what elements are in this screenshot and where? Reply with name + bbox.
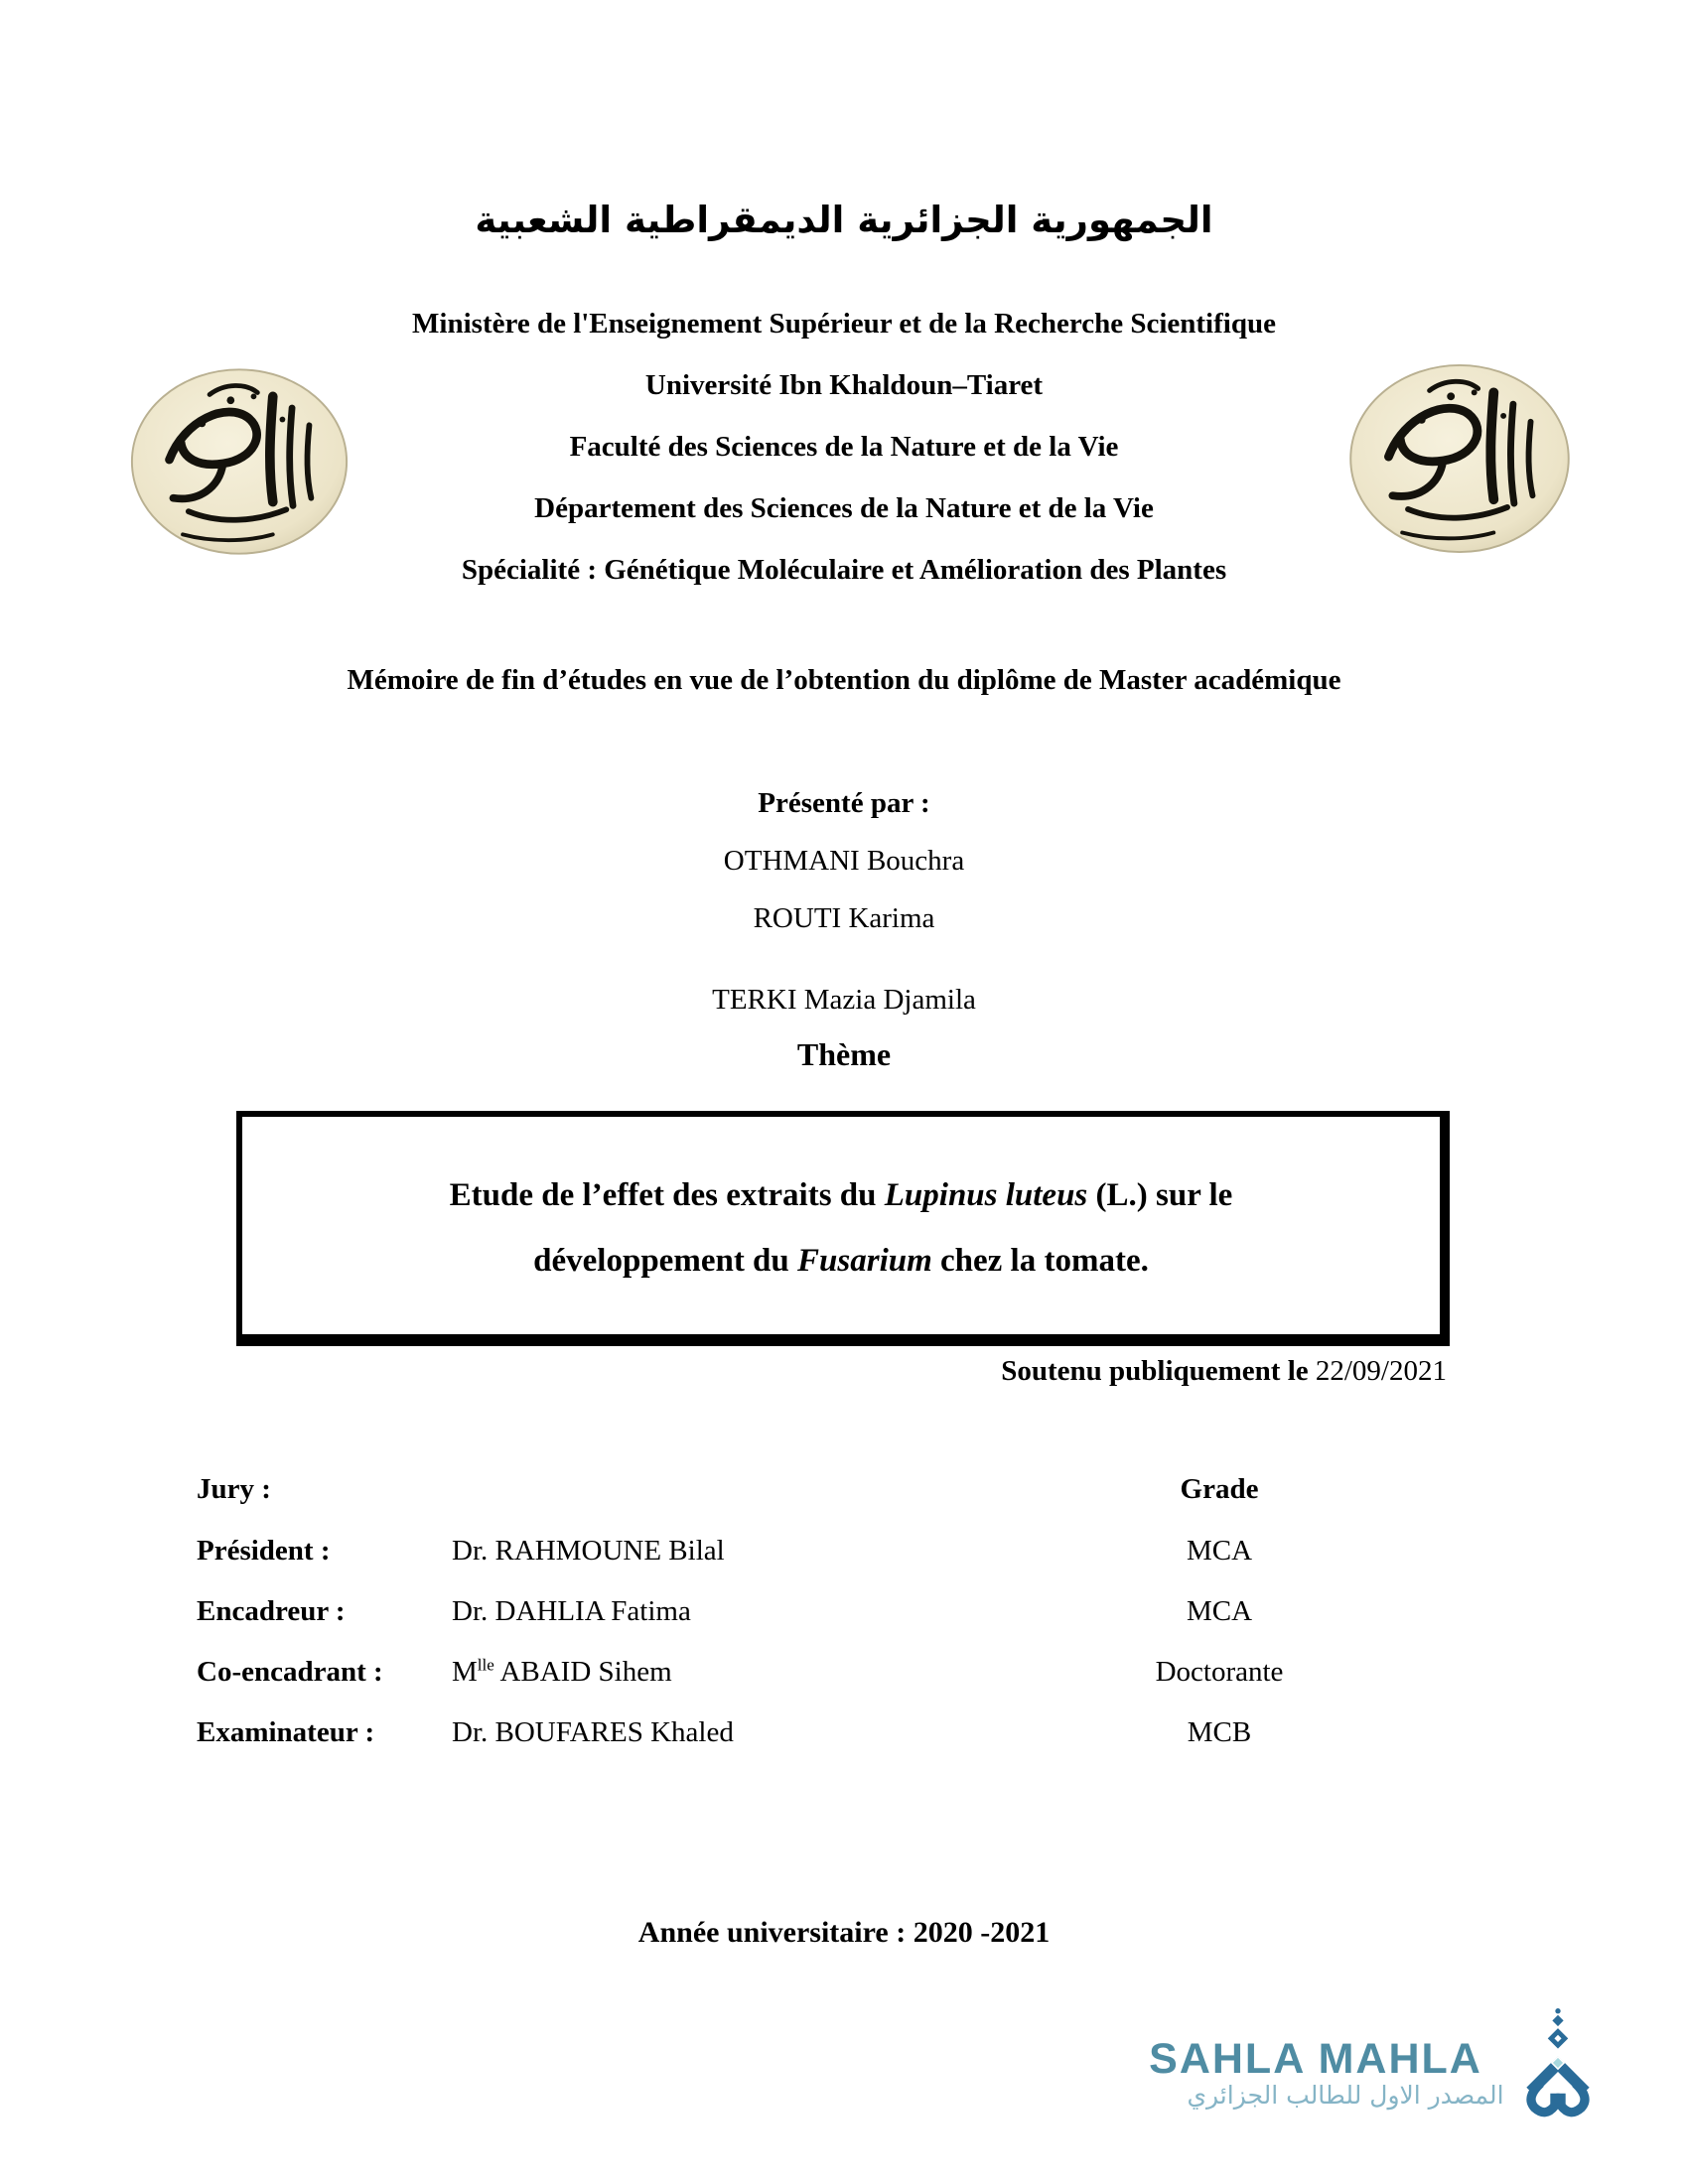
jury-role: Co-encadrant : bbox=[197, 1656, 383, 1688]
jury-member-name: Dr. BOUFARES Khaled bbox=[452, 1716, 734, 1748]
jury-role: Examinateur : bbox=[197, 1716, 375, 1748]
jury-role: Encadreur : bbox=[197, 1595, 346, 1627]
jury-row-encadreur bbox=[197, 1595, 1507, 1635]
theme-title-line2: développement du Fusarium chez la tomate. bbox=[533, 1243, 1149, 1279]
author-name: ROUTI Karima bbox=[753, 902, 935, 934]
presented-by-label: Présenté par : bbox=[758, 787, 930, 819]
jury-label: Jury : bbox=[197, 1473, 271, 1505]
jury-member-grade: MCA bbox=[1186, 1595, 1253, 1627]
sahla-mahla-emblem-icon bbox=[1517, 2005, 1599, 2127]
theme-label: Thème bbox=[796, 1036, 892, 1072]
jury-member-name: $M^{lle}$ ABAID Sihem bbox=[452, 1655, 672, 1688]
defense-label: Soutenu publiquement le bbox=[1001, 1355, 1316, 1387]
superscript-lle: lle bbox=[477, 1655, 494, 1675]
jury-member-name: Dr. RAHMOUNE Bilal bbox=[452, 1535, 725, 1567]
jury-member-grade: Doctorante bbox=[1155, 1656, 1284, 1688]
department-line: Département des Sciences de la Nature et de la Vie bbox=[534, 492, 1154, 524]
jury-header-row bbox=[197, 1473, 1507, 1513]
sahla-mahla-tagline-arabic: المصدر الاول للطالب الجزائري bbox=[1187, 2081, 1504, 2110]
memoire-line: Mémoire de fin d’études en vue de l’obtention du diplôme de Master académique bbox=[347, 664, 1341, 696]
jury-member-grade: MCB bbox=[1187, 1716, 1252, 1748]
sahla-mahla-logo bbox=[1112, 2013, 1668, 2142]
university-line: Université Ibn Khaldoun–Tiaret bbox=[644, 369, 1044, 401]
theme-title-line1: Etude de l’effet des extraits du Lupinus luteus (L.) sur le bbox=[449, 1177, 1233, 1213]
author-name: OTHMANI Bouchra bbox=[723, 845, 965, 877]
jury-member-grade: MCA bbox=[1186, 1535, 1253, 1567]
species-name-italic: Lupinus luteus bbox=[884, 1177, 1088, 1213]
species-name-italic: Fusarium bbox=[797, 1243, 932, 1279]
jury-member-name: Dr. DAHLIA Fatima bbox=[452, 1595, 691, 1627]
defense-date-line bbox=[1001, 1355, 1447, 1388]
grade-column-header: Grade bbox=[1180, 1473, 1259, 1505]
republic-title-arabic: الجمهورية الجزائرية الديمقراطية الشعبية bbox=[475, 199, 1213, 241]
academic-year-line: Année universitaire : 2020 -2021 bbox=[637, 1916, 1051, 1949]
jury-role: Président : bbox=[197, 1535, 331, 1567]
jury-row-co-encadrant bbox=[197, 1656, 1507, 1696]
faculty-line: Faculté des Sciences de la Nature et de la Vie bbox=[569, 431, 1119, 463]
jury-row-president bbox=[197, 1535, 1507, 1574]
jury-row-examinateur bbox=[197, 1716, 1507, 1756]
university-seal-left-icon bbox=[129, 365, 350, 563]
author-name: TERKI Mazia Djamila bbox=[712, 984, 976, 1016]
theme-title-box bbox=[236, 1111, 1450, 1346]
sahla-mahla-wordmark: SAHLA MAHLA bbox=[1149, 2035, 1482, 2083]
specialty-line: Spécialité : Génétique Moléculaire et Amélioration des Plantes bbox=[461, 554, 1227, 586]
ministry-line: Ministère de l'Enseignement Supérieur et de la Recherche Scientifique bbox=[412, 308, 1276, 340]
university-seal-right-icon bbox=[1342, 361, 1577, 561]
defense-date: 22/09/2021 bbox=[1315, 1355, 1447, 1387]
